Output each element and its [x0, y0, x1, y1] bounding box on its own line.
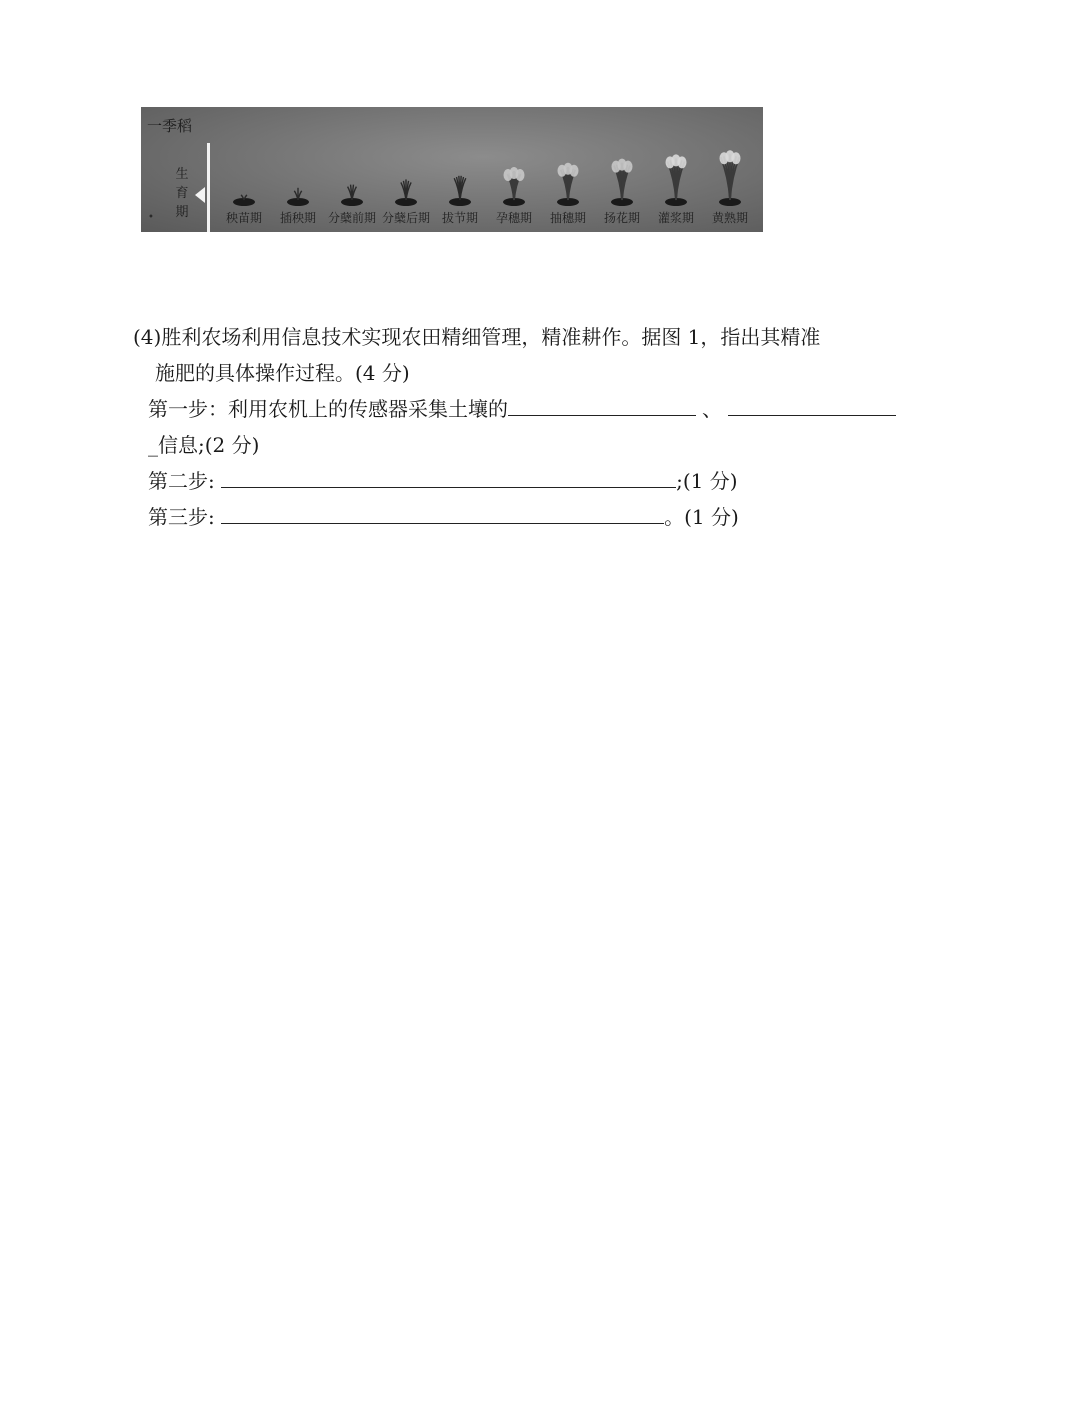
- stage-row: [217, 147, 757, 229]
- growth-period-label: 生育期: [175, 167, 189, 220]
- step-1-line: [148, 394, 896, 424]
- rice-plant-icon: [494, 147, 534, 207]
- step-3-line: [148, 502, 739, 532]
- step-2-line: [148, 466, 738, 496]
- rice-plant-icon: [548, 147, 588, 207]
- axis-divider: [207, 143, 210, 232]
- rice-plant-icon: [278, 147, 318, 207]
- step-2-suffix: ;(1 分): [676, 469, 738, 493]
- stage-7: [541, 147, 595, 229]
- rice-plant-icon: [386, 147, 426, 207]
- step-2-blank[interactable]: [221, 467, 676, 488]
- rice-plant-icon: [656, 147, 696, 207]
- figure-dot: •: [148, 212, 154, 223]
- rice-plant-icon: [440, 147, 480, 207]
- stage-label: 抽穗期: [549, 211, 586, 225]
- stage-1: [217, 147, 271, 229]
- stage-8: [595, 147, 649, 229]
- stage-label: 插秧期: [279, 211, 316, 225]
- stage-2: [271, 147, 325, 229]
- step-1-blank-a[interactable]: [508, 395, 696, 416]
- question-line-2: 施肥的具体操作过程。(4 分): [155, 361, 410, 385]
- step-1-suffix: _信息;(2 分): [148, 433, 260, 457]
- left-arrow-icon: [195, 187, 205, 203]
- figure-title: 一季稻: [147, 117, 193, 135]
- rice-plant-icon: [710, 147, 750, 207]
- stage-label: 黄熟期: [711, 211, 748, 225]
- stage-label: 拔节期: [441, 211, 478, 225]
- stage-5: [433, 147, 487, 229]
- step-3-suffix: 。(1 分): [664, 505, 739, 529]
- stage-label: 扬花期: [603, 211, 640, 225]
- stage-6: [487, 147, 541, 229]
- rice-plant-icon: [224, 147, 264, 207]
- step-1-prefix: 第一步：利用农机上的传感器采集土壤的: [148, 397, 508, 421]
- stage-label: 秧苗期: [225, 211, 262, 225]
- stage-3: [325, 147, 379, 229]
- rice-plant-icon: [602, 147, 642, 207]
- stage-9: [649, 147, 703, 229]
- stage-label: 分蘖后期: [381, 211, 430, 225]
- step-1-blank-b[interactable]: [728, 395, 896, 416]
- rice-plant-icon: [332, 147, 372, 207]
- stage-4: [379, 147, 433, 229]
- step-3-blank[interactable]: [221, 503, 664, 524]
- stage-label: 分蘖前期: [327, 211, 376, 225]
- step-2-prefix: 第二步:: [148, 469, 215, 493]
- stage-label: 孕穗期: [495, 211, 532, 225]
- stage-10: [703, 147, 757, 229]
- rice-growth-stage-figure: [141, 107, 763, 232]
- step-3-prefix: 第三步:: [148, 505, 215, 529]
- question-line-1: (4)胜利农场利用信息技术实现农田精细管理，精准耕作。据图 1，指出其精准: [133, 325, 821, 349]
- step-1-separator: 、: [702, 397, 722, 421]
- stage-label: 灌浆期: [657, 211, 694, 225]
